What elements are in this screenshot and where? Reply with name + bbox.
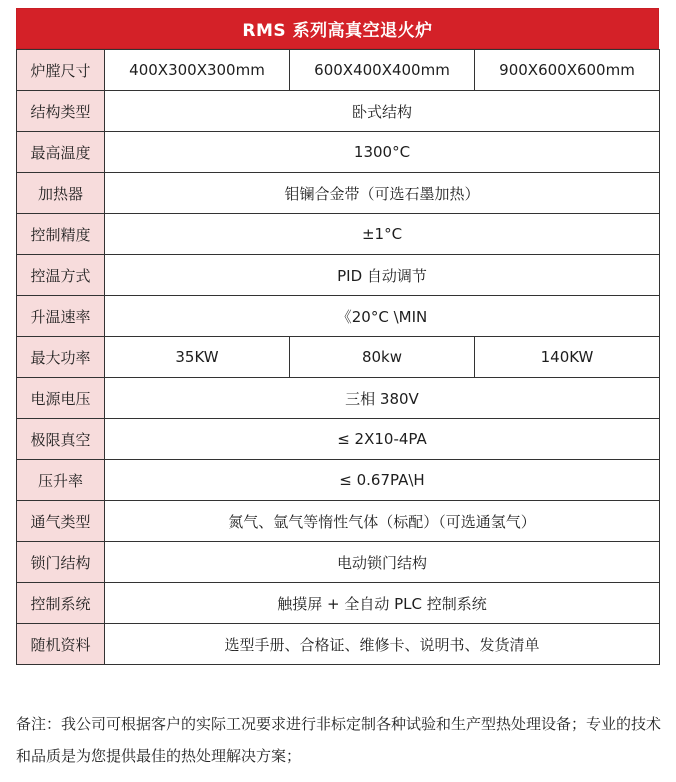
table-row [17,501,660,542]
max-temperature-value: 1300°C [105,132,660,173]
row-label-heater: 加热器 [17,173,105,214]
pressure-rise-rate-value: ≤ 0.67PA\H [105,460,660,501]
control-accuracy-value: ±1°C [105,214,660,255]
table-row [17,337,660,378]
row-label-door-lock: 锁门结构 [17,542,105,583]
table-row [17,91,660,132]
table-row [17,255,660,296]
table-row [17,132,660,173]
chamber-size-2: 600X400X400mm [290,50,475,91]
row-label-documents: 随机资料 [17,624,105,665]
row-label-pressure-rise-rate: 压升率 [17,460,105,501]
row-label-gas-type: 通气类型 [17,501,105,542]
gas-type-value: 氮气、氩气等惰性气体（标配）（可选通氢气） [105,501,660,542]
table-row [17,583,660,624]
heating-rate-value: 《20°C \MIN [105,296,660,337]
remarks-note: 备注：我公司可根据客户的实际工况要求进行非标定制各种试验和生产型热处理设备；专业的技术和品质是为您提供最佳的热处理解决方案； [16,715,662,765]
table-row [17,214,660,255]
table-row [17,50,660,91]
supply-voltage-value: 三相 380V [105,378,660,419]
table-row [17,378,660,419]
spec-sheet [16,8,659,665]
table-row [17,173,660,214]
max-power-3: 140KW [475,337,660,378]
spec-table [16,49,660,665]
table-row [17,296,660,337]
table-title: RMS 系列高真空退火炉 [16,8,659,49]
max-power-2: 80kw [290,337,475,378]
row-label-control-system: 控制系统 [17,583,105,624]
table-row [17,542,660,583]
row-label-heating-rate: 升温速率 [17,296,105,337]
row-label-ultimate-vacuum: 极限真空 [17,419,105,460]
table-row [17,624,660,665]
row-label-control-accuracy: 控制精度 [17,214,105,255]
table-row [17,460,660,501]
row-label-chamber-size: 炉膛尺寸 [17,50,105,91]
row-label-structure-type: 结构类型 [17,91,105,132]
temp-control-mode-value: PID 自动调节 [105,255,660,296]
structure-type-value: 卧式结构 [105,91,660,132]
table-row [17,419,660,460]
row-label-temp-control-mode: 控温方式 [17,255,105,296]
control-system-value: 触摸屏 + 全自动 PLC 控制系统 [105,583,660,624]
max-power-1: 35KW [105,337,290,378]
chamber-size-1: 400X300X300mm [105,50,290,91]
documents-value: 选型手册、合格证、维修卡、说明书、发货清单 [105,624,660,665]
row-label-max-temperature: 最高温度 [17,132,105,173]
door-lock-value: 电动锁门结构 [105,542,660,583]
row-label-supply-voltage: 电源电压 [17,378,105,419]
row-label-max-power: 最大功率 [17,337,105,378]
ultimate-vacuum-value: ≤ 2X10-4PA [105,419,660,460]
heater-value: 钼镧合金带（可选石墨加热） [105,173,660,214]
chamber-size-3: 900X600X600mm [475,50,660,91]
